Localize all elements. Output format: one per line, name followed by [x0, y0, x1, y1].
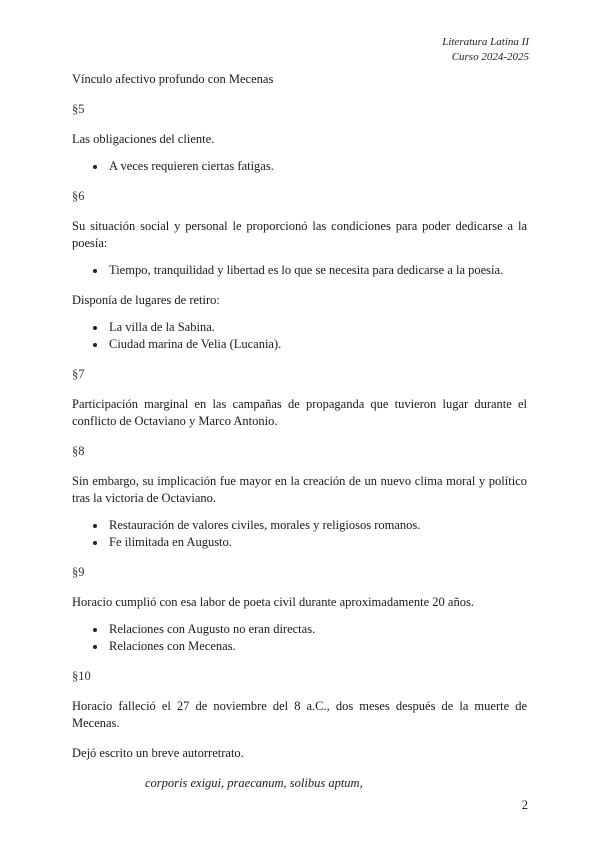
section-heading-8: §8 [72, 444, 85, 458]
section-heading-9: §9 [72, 565, 85, 579]
list-item: Relaciones con Mecenas. [109, 638, 527, 655]
latin-quote: corporis exigui, praecanum, solibus aptum, [145, 776, 363, 790]
section-heading-7: §7 [72, 367, 85, 381]
list-item: A veces requieren ciertas fatigas. [109, 158, 527, 175]
section-6-text-2: Disponía de lugares de retiro: [72, 293, 220, 307]
list-item: Tiempo, tranquilidad y libertad es lo que se necesita para dedicarse a la poesía. [109, 262, 527, 279]
section-10-text-2: Dejó escrito un breve autorretrato. [72, 746, 244, 760]
course-year: Curso 2024-2025 [451, 51, 529, 63]
course-title: Literatura Latina II [442, 36, 529, 48]
list-item: Restauración de valores civiles, morales y religiosos romanos. [109, 517, 527, 534]
section-6-list-2 [72, 319, 527, 353]
page-number: 2 [521, 798, 528, 812]
section-5-text: Las obligaciones del cliente. [72, 132, 215, 146]
section-7-text: Participación marginal en las campañas de propaganda que tuvieron lugar durante el conflicto de Octaviano y Marco Antonio. [72, 397, 527, 428]
section-5-list [72, 158, 527, 175]
section-9-list [72, 621, 527, 655]
section-8-text: Sin embargo, su implicación fue mayor en la creación de un nuevo clima moral y político tras la victoria de Octaviano. [72, 474, 527, 505]
section-heading-6: §6 [72, 189, 85, 203]
section-heading-5: §5 [72, 102, 85, 116]
section-6-list [72, 262, 527, 279]
section-10-text: Horacio falleció el 27 de noviembre del 8 a.C., dos meses después de la muerte de Mecenas. [72, 699, 527, 730]
section-8-list [72, 517, 527, 551]
section-9-text: Horacio cumplió con esa labor de poeta civil durante aproximadamente 20 años. [72, 595, 474, 609]
section-heading-10: §10 [72, 669, 91, 683]
section-6-text: Su situación social y personal le proporcionó las condiciones para poder dedicarse a la poesía: [72, 219, 527, 250]
page-header [442, 35, 529, 65]
list-item: Relaciones con Augusto no eran directas. [109, 621, 527, 638]
document-body [72, 71, 527, 805]
list-item: Ciudad marina de Velia (Lucania). [109, 336, 527, 353]
list-item: La villa de la Sabina. [109, 319, 527, 336]
intro-paragraph: Vínculo afectivo profundo con Mecenas [72, 72, 274, 86]
list-item: Fe ilimitada en Augusto. [109, 534, 527, 551]
